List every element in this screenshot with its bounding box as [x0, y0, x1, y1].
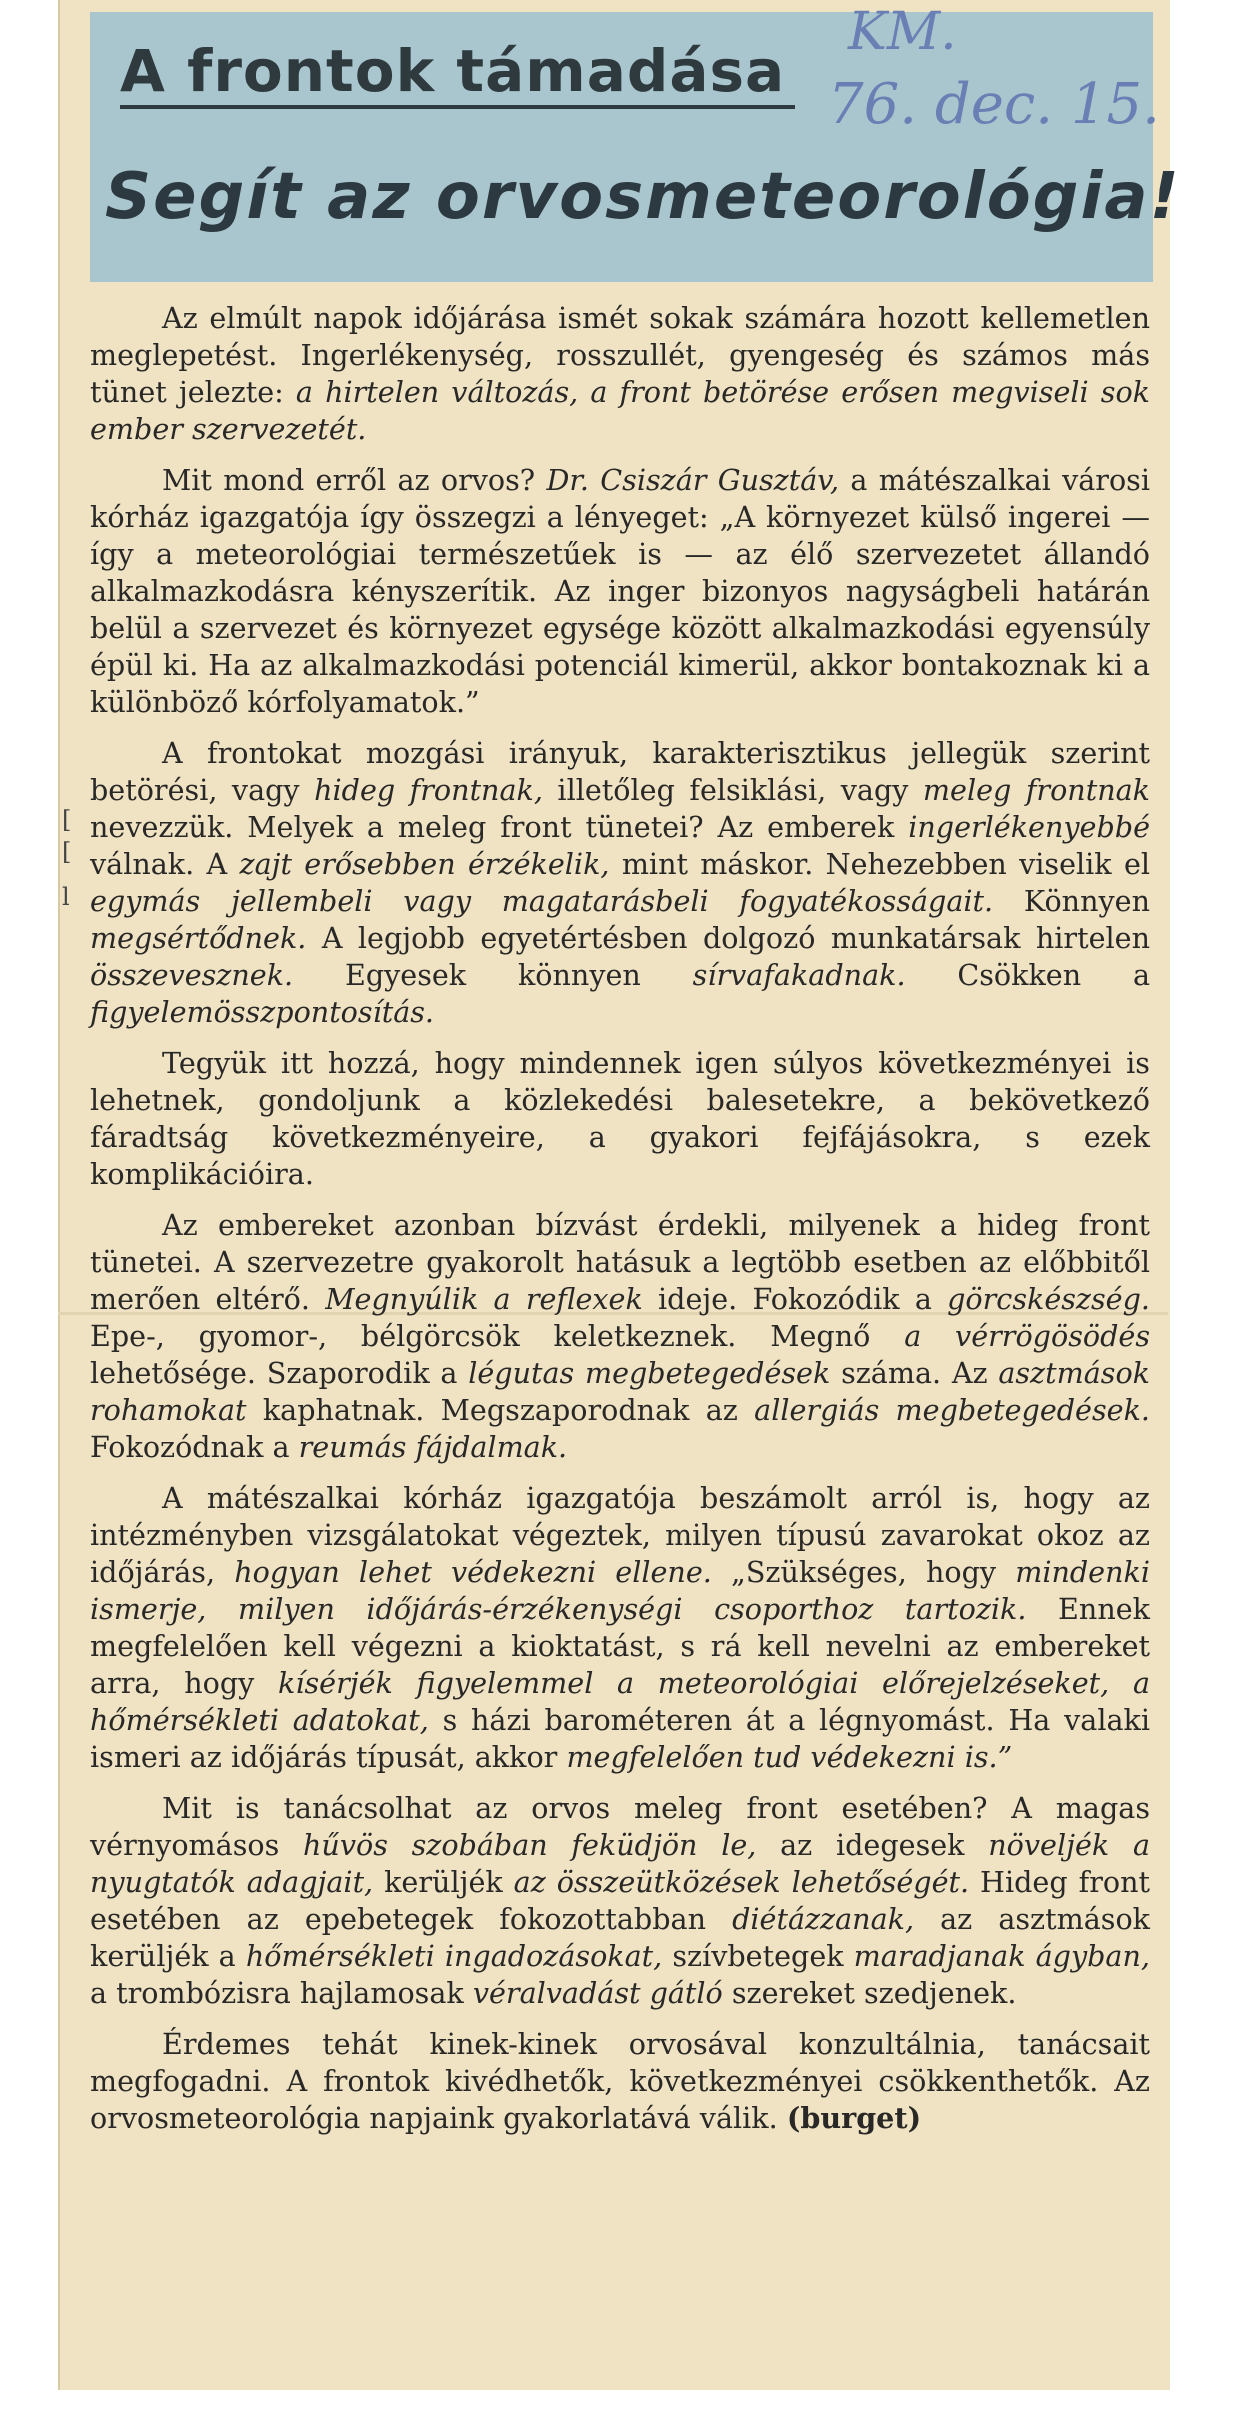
handwritten-note-source: KM. — [848, 2, 957, 62]
body-text: a trombózisra hajlamosak — [90, 1976, 473, 2010]
emphasis-text: ingerlékenyebbé — [908, 810, 1150, 844]
body-text: az idegesek — [756, 1828, 989, 1862]
emphasis-text: mindenki ismerje, milyen időjárás-érzékenységi csoporthoz tartozik. — [90, 1555, 1150, 1626]
body-text: lehetősége. Szaporodik a — [90, 1356, 469, 1390]
body-text: Hideg front esetében az epebetegek fokozottabban — [90, 1865, 1150, 1936]
emphasis-text: növeljék a nyugtatók adagjait, — [90, 1828, 1150, 1899]
body-text: illetőleg felsiklási, vagy — [542, 773, 923, 807]
body-text: kaphatnak. Megszaporodnak az — [246, 1393, 755, 1427]
body-text: Könnyen — [993, 884, 1150, 918]
body-text: szívbetegek — [662, 1939, 854, 1973]
emphasis-text: hideg frontnak, — [314, 773, 543, 807]
body-text: Mit mond erről az orvos? — [162, 463, 547, 497]
main-title: Segít az orvosmeteorológia! — [105, 160, 1181, 234]
body-text: Ennek megfelelően kell végezni a kioktatást, s rá kell nevelni az embereket arra, hogy — [90, 1592, 1150, 1700]
paragraph-conclusion — [90, 2026, 1150, 2137]
article-body — [90, 300, 1150, 2151]
emphasis-text: diétázzanak, — [732, 1902, 915, 1936]
emphasis-text: a vérrögösödés — [904, 1319, 1150, 1353]
emphasis-text: megfelelően tud védekezni is.” — [566, 1740, 1013, 1774]
paragraph-cold-front — [90, 1207, 1150, 1466]
emphasis-text: maradjanak ágyban, — [853, 1939, 1150, 1973]
emphasis-text: hűvös szobában feküdjön le, — [303, 1828, 757, 1862]
body-text: Epe-, gyomor-, bélgörcsök keletkeznek. Megnő — [90, 1319, 905, 1353]
emphasis-text: Dr. Csiszár Gusztáv, — [546, 463, 840, 497]
emphasis-text: hogyan lehet védekezni ellene. — [234, 1555, 712, 1589]
paragraph-warm-front — [90, 735, 1150, 1031]
kicker-headline: A frontok támadása — [120, 38, 795, 109]
author-byline: (burget) — [786, 2101, 922, 2135]
emphasis-text: megsértődnek. — [90, 921, 307, 955]
emphasis-text: véralvadást gátló — [472, 1976, 723, 2010]
body-text: válnak. A — [90, 847, 240, 881]
emphasis-text: görcskészség. — [947, 1282, 1150, 1316]
body-text: „Szükséges, hogy — [711, 1555, 1016, 1589]
emphasis-text: reumás fájdalmak. — [298, 1430, 568, 1464]
paragraph-advice — [90, 1790, 1150, 2012]
emphasis-text: Megnyúlik a reflexek — [325, 1282, 643, 1316]
body-text: Az embereket azonban bízvást érdekli, milyenek a hideg front tünetei. A szervezetre gyakorolt hatásuk a legtöbb esetben az előbbitől merően eltérő. — [90, 1208, 1150, 1316]
emphasis-text: kísérjék figyelemmel a meteorológiai előrejelzéseket, a hőmérsékleti adatokat, — [90, 1666, 1150, 1737]
emphasis-text: a hirtelen változás, a front betörése erősen megviseli sok ember szervezetét. — [90, 375, 1150, 446]
handwritten-note-date: 76. dec. 15. — [828, 72, 1160, 137]
paragraph-consequences — [90, 1045, 1150, 1193]
emphasis-text: allergiás megbetegedések. — [754, 1393, 1150, 1427]
emphasis-text: meleg frontnak — [922, 773, 1150, 807]
body-text: szereket szedjenek. — [722, 1976, 1017, 2010]
emphasis-text: egymás jellembeli vagy magatarásbeli fogyatékosságait. — [90, 884, 994, 918]
emphasis-text: sírvafakadnak. — [692, 958, 906, 992]
emphasis-text: zajt erősebben érzékelik, — [239, 847, 610, 881]
body-text: nevezzük. Melyek a meleg front tünetei? Az emberek — [90, 810, 909, 844]
body-text: Érdemes tehát kinek-kinek orvosával konzultálnia, tanácsait megfogadni. A frontok kivédhetők, következményei csökkenthetők. Az orvosmeteorológia napjaink gyakorlatává válik. — [90, 2027, 1150, 2135]
body-text: Csökken a — [905, 958, 1151, 992]
margin-mark: l — [62, 883, 70, 911]
emphasis-text: az összeütközések lehetőségét. — [513, 1865, 970, 1899]
body-text: mint máskor. Nehezebben viselik el — [609, 847, 1151, 881]
body-text: A mátészalkai kórház igazgatója beszámolt arról is, hogy az intézményben vizsgálatokat végeztek, milyen típusú zavarokat okoz az időjárás, — [90, 1481, 1150, 1589]
emphasis-text: hőmérsékleti ingadozásokat, — [245, 1939, 663, 1973]
emphasis-text: összevesznek. — [90, 958, 294, 992]
emphasis-text: légutas megbetegedések — [468, 1356, 831, 1390]
body-text: az asztmások kerüljék a — [90, 1902, 1150, 1973]
margin-mark: [ — [62, 806, 72, 834]
paragraph-intro — [90, 300, 1150, 448]
body-text: Tegyük itt hozzá, hogy mindennek igen súlyos következményei is lehetnek, gondoljunk a közlekedési balesetekre, a bekövetkező fáradtság következményeire, a gyakori fejfájásokra, s ezek komplikációira. — [90, 1046, 1150, 1191]
body-text: s házi barométeren át a légnyomást. Ha valaki ismeri az időjárás típusát, akkor — [90, 1703, 1150, 1774]
paragraph-doctor-quote — [90, 462, 1150, 721]
margin-mark: [ — [62, 838, 72, 866]
body-text: A frontokat mozgási irányuk, karakterisztikus jellegük szerint betörési, vagy — [90, 736, 1150, 807]
body-text: ideje. Fokozódik a — [642, 1282, 948, 1316]
body-text: kerüljék — [373, 1865, 514, 1899]
body-text: Mit is tanácsolhat az orvos meleg front esetében? A magas vérnyomásos — [90, 1791, 1150, 1862]
body-text: Egyesek könnyen — [293, 958, 693, 992]
emphasis-text: figyelemösszpontosítás. — [90, 995, 435, 1029]
body-text: A legjobb egyetértésben dolgozó munkatársak hirtelen — [306, 921, 1150, 955]
emphasis-text: asztmások rohamokat — [90, 1356, 1150, 1427]
body-text: száma. Az — [830, 1356, 999, 1390]
paragraph-hospital-study — [90, 1480, 1150, 1776]
body-text: Az elmúlt napok időjárása ismét sokak számára hozott kellemetlen meglepetést. Ingerlékenység, rosszullét, gyengeség és számos más tünet jelezte: — [90, 301, 1150, 409]
body-text: Fokozódnak a — [90, 1430, 299, 1464]
body-text: a mátészalkai városi kórház igazgatója így összegzi a lényeget: „A környezet külső ingerei — így a meteorológiai természetűek is — az élő szervezetet állandó alkalmazkodásra kényszerítik. Az inger bizonyos nagyságbeli határán belül a szervezet és környezet egysége között alkalmazkodási egyensúly épül ki. Ha az alkalmazkodási potenciál kimerül, akkor bontakoznak ki a különböző kórfolyamatok.” — [90, 463, 1150, 719]
